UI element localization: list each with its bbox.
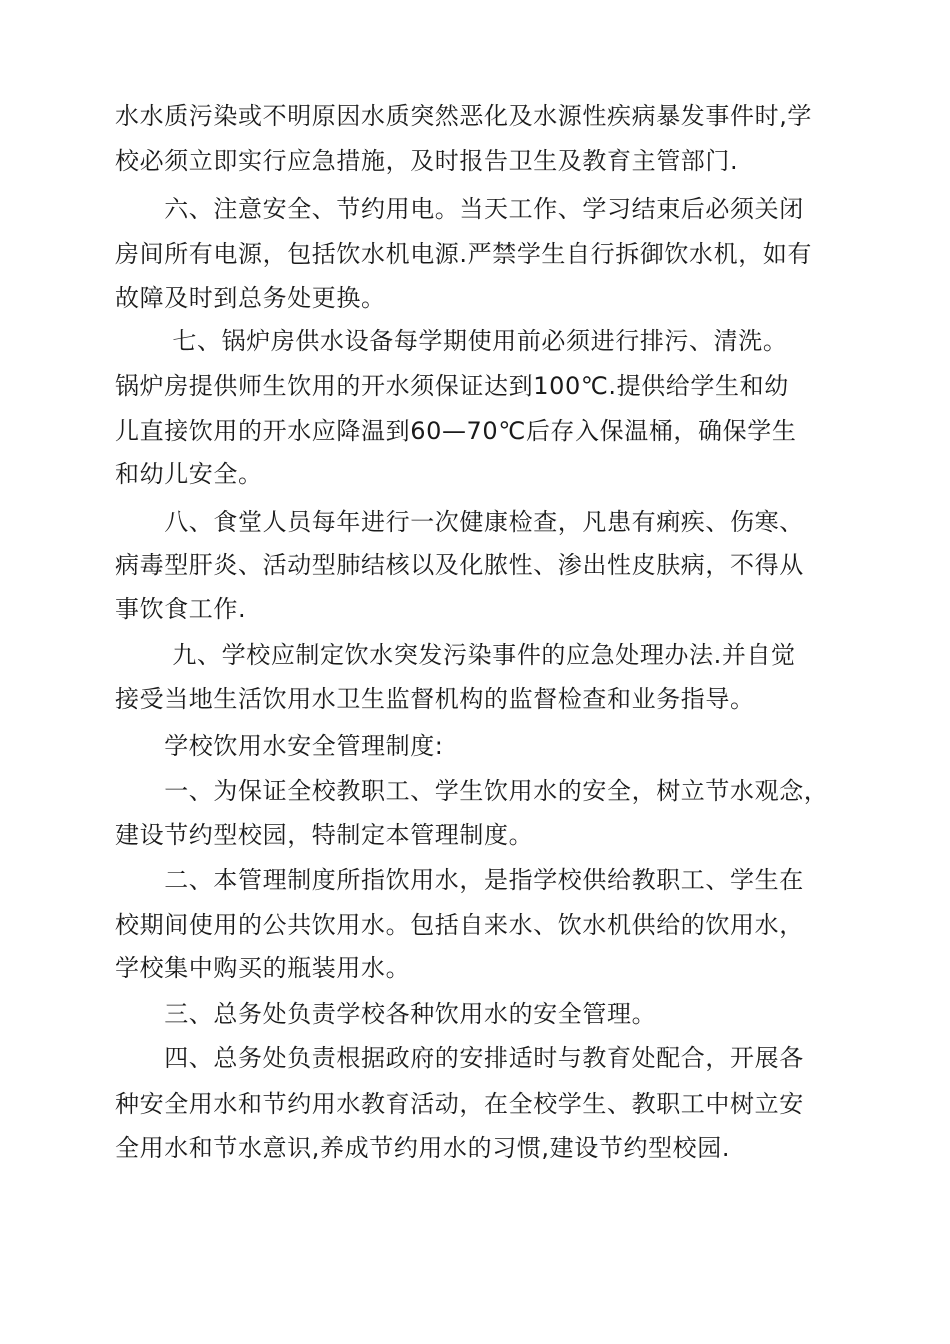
text-line: 一、为保证全校教职工、学生饮用水的安全，树立节水观念， [115, 777, 829, 805]
text-line: 校必须立即实行应急措施，及时报告卫生及教育主管部门. [115, 147, 739, 175]
text-line: 种安全用水和节约用水教育活动，在全校学生、教职工中树立安 [115, 1090, 804, 1118]
text-line: 四、总务处负责根据政府的安排适时与教育处配合，开展各 [115, 1044, 804, 1072]
text-line: 和幼儿安全。 [115, 460, 263, 488]
text-line: 病毒型肝炎、活动型肺结核以及化脓性、渗出性皮肤病，不得从 [115, 551, 804, 579]
text-line: 八、食堂人员每年进行一次健康检查，凡患有痢疾、伤寒、 [115, 508, 804, 536]
text-line: 全用水和节水意识,养成节约用水的习惯,建设节约型校园. [115, 1134, 731, 1162]
text-line: 接受当地生活饮用水卫生监督机构的监督检查和业务指导。 [115, 685, 755, 713]
text-line: 水水质污染或不明原因水质突然恶化及水源性疾病暴发事件时,学 [115, 102, 813, 130]
text-line: 房间所有电源，包括饮水机电源.严禁学生自行拆御饮水机，如有 [115, 240, 813, 268]
text-line: 学校集中购买的瓶装用水。 [115, 954, 411, 982]
text-line: 三、总务处负责学校各种饮用水的安全管理。 [115, 1000, 657, 1028]
text-line: 故障及时到总务处更换。 [115, 284, 386, 312]
text-line: 儿直接饮用的开水应降温到60—70℃后存入保温桶，确保学生 [115, 417, 797, 445]
text-line: 校期间使用的公共饮用水。包括自来水、饮水机供给的饮用水， [115, 911, 804, 939]
text-line: 六、注意安全、节约用电。当天工作、学习结束后必须关闭 [115, 195, 804, 223]
text-line: 锅炉房提供师生饮用的开水须保证达到100℃.提供给学生和幼 [115, 372, 789, 400]
section-heading: 学校饮用水安全管理制度: [115, 732, 444, 760]
text-line: 建设节约型校园，特制定本管理制度。 [115, 821, 534, 849]
text-line: 事饮食工作. [115, 595, 247, 623]
text-line: 九、学校应制定饮水突发污染事件的应急处理办法.并自觉 [115, 641, 796, 669]
text-line: 二、本管理制度所指饮用水，是指学校供给教职工、学生在 [115, 866, 804, 894]
text-line: 七、锅炉房供水设备每学期使用前必须进行排污、清洗。 [115, 327, 788, 355]
